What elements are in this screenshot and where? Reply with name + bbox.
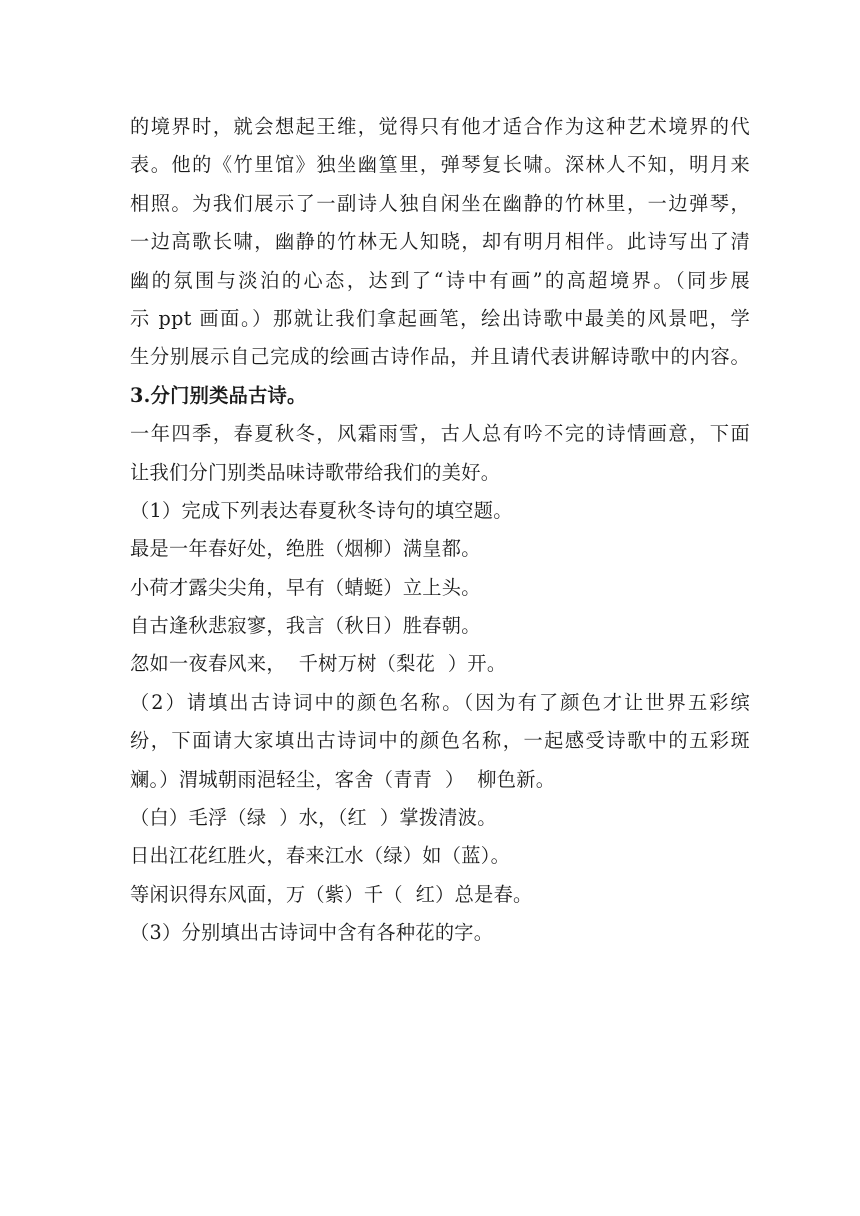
poem-line: 小荷才露尖尖角，早有（蜻蜓）立上头。	[130, 575, 481, 599]
paragraph-line: 的境界时，就会想起王维，觉得只有他才适合作为这种艺术境界的代	[130, 115, 750, 138]
poem-line: 最是一年春好处，绝胜（烟柳）满皇都。	[130, 537, 481, 561]
paragraph-line: 一年四季，春夏秋冬，风霜雨雪，古人总有吟不完的诗情画意，下面	[130, 422, 750, 446]
poem-line: 等闲识得东风面，万（紫）千（ 红）总是春。	[130, 882, 533, 906]
document-page	[130, 108, 750, 953]
section-heading: 3.分门别类品古诗。	[130, 383, 307, 407]
paragraph-line: 幽的氛围与淡泊的心态，达到了“诗中有画”的高超境界。（同步展	[130, 268, 750, 292]
poem-line: 自古逢秋悲寂寥，我言（秋日）胜春朝。	[130, 614, 481, 638]
paragraph-line: 示 ppt 画面。）那就让我们拿起画笔，绘出诗歌中最美的风景吧，学	[130, 306, 750, 330]
poem-line: 日出江花红胜火，春来江水（绿）如（蓝）。	[130, 844, 511, 868]
poem-line: 斓。）渭城朝雨浥轻尘，客舍（青青 ） 柳色新。	[130, 767, 556, 791]
question-item: （3）分别填出古诗词中含有各种花的字。	[130, 921, 494, 945]
poem-line: （白）毛浮（绿 ）水，（红 ）掌拨清波。	[130, 806, 497, 830]
paragraph-line: 生分别展示自己完成的绘画古诗作品，并且请代表讲解诗歌中的内容。	[130, 345, 750, 369]
paragraph-line: 表。他的《竹里馆》独坐幽篁里，弹琴复长啸。深林人不知，明月来	[130, 153, 750, 177]
paragraph-line: 相照。为我们展示了一副诗人独自闲坐在幽静的竹林里，一边弹琴，	[130, 191, 750, 215]
poem-line: 忽如一夜春风来， 千树万树（梨花 ）开。	[130, 652, 507, 676]
paragraph-line: 纷，下面请大家填出古诗词中的颜色名称，一起感受诗歌中的五彩斑	[130, 729, 750, 753]
paragraph-line: 让我们分门别类品味诗歌带给我们的美好。	[130, 460, 501, 484]
question-item: （2）请填出古诗词中的颜色名称。（因为有了颜色才让世界五彩缤	[130, 690, 750, 714]
paragraph-line: 一边高歌长啸，幽静的竹林无人知晓，却有明月相伴。此诗写出了清	[130, 230, 750, 254]
question-item: （1）完成下列表达春夏秋冬诗句的填空题。	[130, 498, 513, 522]
